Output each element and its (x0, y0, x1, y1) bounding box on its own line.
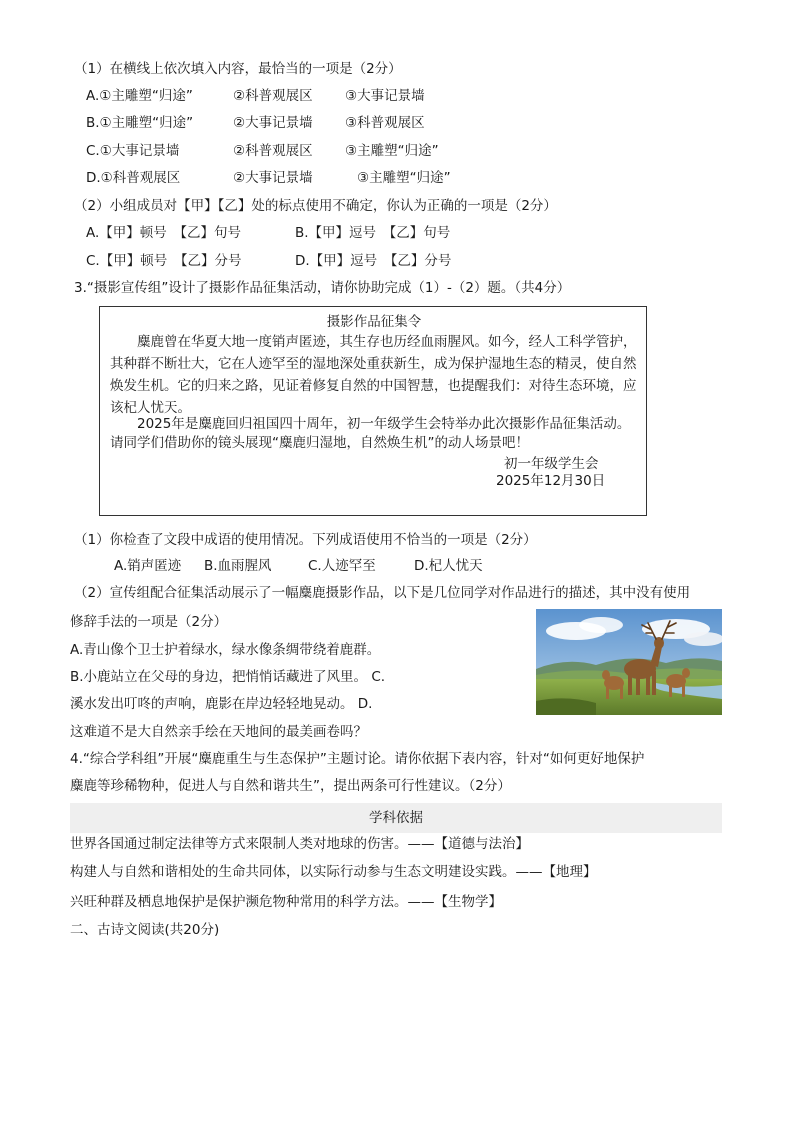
q1-option-d-2: ②大事记景墙 (233, 170, 313, 186)
q3-sub1-option-b[interactable]: B.血雨腥风 (204, 558, 272, 574)
q1-stem: （1）在横线上依次填入内容，最恰当的一项是（2分） (74, 61, 402, 77)
notice-box (99, 306, 647, 516)
section-heading-ancient-poetry: 二、古诗文阅读(共20分) (70, 922, 220, 938)
q1-option-d-1[interactable]: D.①科普观展区 (86, 170, 181, 186)
table-row: 构建人与自然和谐相处的生命共同体，以实际行动参与生态文明建设实践。——【地理】 (70, 864, 597, 880)
q3-sub2-option-a[interactable]: A.青山像个卫士护着绿水，绿水像条绸带绕着鹿群。 (70, 642, 381, 658)
q3-sub2-stem-line1: （2）宣传组配合征集活动展示了一幅麋鹿摄影作品，以下是几位同学对作品进行的描述，其中没有使用 (74, 585, 691, 601)
q3-sub1-stem: （1）你检查了文段中成语的使用情况。下列成语使用不恰当的一项是（2分） (74, 532, 537, 548)
q1-option-c-3: ③主雕塑“归途” (345, 143, 439, 159)
q3-sub1-option-c[interactable]: C.人迹罕至 (308, 558, 376, 574)
q1-option-b-3: ③科普观展区 (345, 115, 425, 131)
q3-sub2-option-b[interactable]: B.小鹿站立在父母的身边，把悄悄话藏进了风里。 C. (70, 669, 386, 685)
q2-option-a[interactable]: A.【甲】顿号 【乙】句号 (86, 225, 242, 241)
q1-option-a-1[interactable]: A.①主雕塑“归途” (86, 88, 193, 104)
notice-date: 2025年12月30日 (496, 473, 606, 489)
notice-signature: 初一年级学生会 (504, 456, 599, 472)
q3-sub2-option-c[interactable]: 溪水发出叮咚的声响，鹿影在岸边轻轻地晃动。 D. (70, 696, 373, 712)
q1-option-a-2: ②科普观展区 (233, 88, 313, 104)
q3-stem: 3.“摄影宣传组”设计了摄影作品征集活动，请你协助完成（1）-（2）题。（共4分） (74, 280, 571, 296)
subject-basis-table-header: 学科依据 (70, 803, 722, 833)
q3-sub1-option-d[interactable]: D.杞人忧天 (414, 558, 483, 574)
q4-stem-line1: 4.“综合学科组”开展“麋鹿重生与生态保护”主题讨论。请你依据下表内容，针对“如何更好地保护 (70, 751, 645, 767)
q4-stem-line2: 麋鹿等珍稀物种，促进人与自然和谐共生”，提出两条可行性建议。（2分） (70, 778, 511, 794)
q3-sub2-option-d[interactable]: 这难道不是大自然亲手绘在天地间的最美画卷吗？ (70, 724, 367, 740)
notice-paragraph-2: 2025年是麋鹿回归祖国四十周年，初一年级学生会特举办此次摄影作品征集活动。请同学们借助你的镜头展现“麋鹿归湿地，自然焕生机”的动人场景吧！ (110, 416, 631, 451)
q1-option-b-1[interactable]: B.①主雕塑“归途” (86, 115, 194, 131)
q3-sub2-stem-line2: 修辞手法的一项是（2分） (70, 614, 228, 630)
notice-title: 摄影作品征集令 (326, 314, 422, 330)
q1-option-a-3: ③大事记景墙 (345, 88, 425, 104)
q2-stem: （2）小组成员对【甲】【乙】处的标点使用不确定，你认为正确的一项是（2分） (74, 198, 557, 214)
q1-option-d-3: ③主雕塑“归途” (357, 170, 451, 186)
q1-option-c-1[interactable]: C.①大事记景墙 (86, 143, 180, 159)
q2-option-d[interactable]: D.【甲】逗号 【乙】分号 (295, 253, 452, 269)
table-row: 世界各国通过制定法律等方式来限制人类对地球的伤害。——【道德与法治】 (70, 836, 529, 852)
notice-paragraph-1: 麋鹿曾在华夏大地一度销声匿迹，其生存也历经血雨腥风。如今，经人工科学管护，其种群不断壮大，它在人迹罕至的湿地深处重获新生，成为保护湿地生态的精灵，使自然焕发生机。它的归来之路，见证着修复自然的中国智慧，也提醒我们：对待生态环境，应该杞人忧天。 (110, 334, 637, 416)
q2-option-b[interactable]: B.【甲】逗号 【乙】句号 (295, 225, 451, 241)
q3-sub1-option-a[interactable]: A.销声匿迹 (114, 558, 182, 574)
q2-option-c[interactable]: C.【甲】顿号 【乙】分号 (86, 253, 242, 269)
q1-option-b-2: ②大事记景墙 (233, 115, 313, 131)
q1-option-c-2: ②科普观展区 (233, 143, 313, 159)
table-row: 兴旺种群及栖息地保护是保护濒危物种常用的科学方法。——【生物学】 (70, 894, 502, 910)
deer-photo (536, 609, 722, 715)
